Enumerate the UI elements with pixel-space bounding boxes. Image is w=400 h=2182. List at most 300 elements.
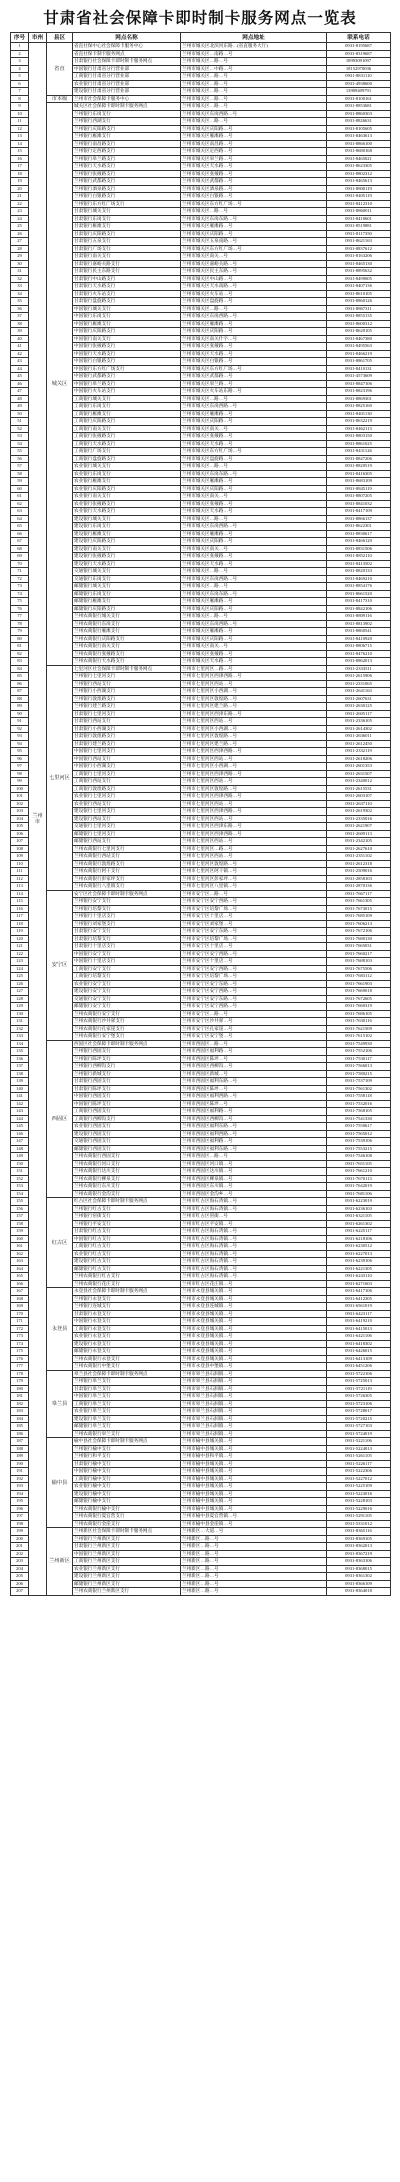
service-point-name: 兰州农商银行阿干支行 (73, 868, 181, 876)
row-number: 140 (11, 1085, 29, 1093)
row-number: 63 (11, 508, 29, 516)
service-point-address: 兰州市城关区雁滩路…号 (181, 530, 327, 538)
service-point-address: 兰州市西固区福利路…号 (181, 1138, 327, 1146)
row-number: 153 (11, 1183, 29, 1191)
service-point-address: 兰州市城关区天水路…号 (181, 560, 327, 568)
row-number: 32 (11, 275, 29, 283)
row-number: 100 (11, 785, 29, 793)
row-number: 121 (11, 943, 29, 951)
service-point-address: 兰州市红古区海石湾镇…号 (181, 1235, 327, 1243)
service-point-name: 中国银行甘肃省分行营业部 (73, 65, 181, 73)
row-number: 34 (11, 290, 29, 298)
service-point-address: 兰州市城关区皋兰路…号 (181, 380, 327, 388)
service-point-address: 兰州市红古区海石湾镇…号 (181, 1198, 327, 1206)
service-point-phone: 13909409791 (327, 88, 391, 96)
service-point-phone: 0931-6236103 (327, 1205, 391, 1213)
service-point-phone: 0931-2340012 (327, 778, 391, 786)
service-point-name: 兰州农商银行安宁堡支行 (73, 1033, 181, 1041)
table-row (11, 1528, 391, 1536)
row-number: 137 (11, 1063, 29, 1071)
service-point-name: 中国银行东方红广场支行 (73, 365, 181, 373)
service-point-name: 兰州农商银行七里河支行 (73, 845, 181, 853)
service-point-name: 中国银行城关支行 (73, 305, 181, 313)
row-number: 183 (11, 1408, 29, 1416)
row-number: 136 (11, 1055, 29, 1063)
service-point-address: 兰州市七里河区小西湖…号 (181, 763, 327, 771)
service-point-phone: 0931-2612318 (327, 860, 391, 868)
service-point-name: 中国银行天水路支行 (73, 350, 181, 358)
row-number: 200 (11, 1535, 29, 1543)
service-point-name: 工商银行甘肃省分行营业部 (73, 73, 181, 81)
row-number: 102 (11, 800, 29, 808)
service-point-phone: 0931-8800119 (327, 185, 391, 193)
service-point-phone: 0931-7550617 (327, 1123, 391, 1131)
service-point-phone: 18993091097 (327, 58, 391, 66)
service-point-name: 兰州银行永登支行 (73, 1295, 181, 1303)
service-point-phone: 0931-8401130 (327, 410, 391, 418)
service-point-name: 兰州农商银行金崖支行 (73, 1520, 181, 1528)
service-point-phone: 0931-7580215 (327, 1070, 391, 1078)
row-number: 131 (11, 1018, 29, 1026)
service-point-phone: 0931-2612450 (327, 740, 391, 748)
service-point-name: 邮储银行红古支行 (73, 1265, 181, 1273)
service-point-phone: 0931-6418302 (327, 1340, 391, 1348)
service-point-name: 兰州农商银行榆中支行 (73, 1505, 181, 1513)
service-point-phone: 0931-5724019 (327, 1430, 391, 1438)
service-point-address: 兰州市七里河区西站…号 (181, 815, 327, 823)
service-point-address: 兰州市城关区五泉南路…号 (181, 238, 327, 246)
service-point-name: 工商银行榆中支行 (73, 1475, 181, 1483)
row-number: 176 (11, 1355, 29, 1363)
service-point-address: 兰州市西固区福利西路…号 (181, 1130, 327, 1138)
service-point-address: 兰州市七里河区西站…号 (181, 838, 327, 846)
service-point-phone: 0931-8661520 (327, 590, 391, 598)
service-point-name: 兰州银行定西路支行 (73, 148, 181, 156)
row-number: 160 (11, 1235, 29, 1243)
service-point-address: 兰州市七里河区西津西路…号 (181, 748, 327, 756)
service-point-name: 兰州农商银行天水路支行 (73, 658, 181, 666)
service-point-name: 兰州银行东方红广场支行 (73, 200, 181, 208)
service-point-address: 兰州市城关区…路…号 (181, 463, 327, 471)
service-point-name: 甘肃银行东岗支行 (73, 215, 181, 223)
service-point-name: 甘肃银行小西湖支行 (73, 725, 181, 733)
service-point-phone: 0931-8854176 (327, 583, 391, 591)
service-point-name: 甘肃银行民主东路支行 (73, 268, 181, 276)
service-point-name: 甘肃银行城关支行 (73, 208, 181, 216)
row-number: 122 (11, 950, 29, 958)
service-point-phone: 0931-2332119 (327, 748, 391, 756)
service-point-address: 兰州市城关区张掖路…号 (181, 433, 327, 441)
service-point-phone: 0931-8861705 (327, 358, 391, 366)
row-number: 89 (11, 703, 29, 711)
service-point-address: 兰州市红古区海石湾镇…号 (181, 1273, 327, 1281)
service-point-address: 兰州市城关区庆阳路…号 (181, 635, 327, 643)
service-point-phone: 0931-8117350 (327, 230, 391, 238)
service-point-name: 兰州农商银行达川支行 (73, 1168, 181, 1176)
service-point-phone: 0931-8195687 (327, 43, 391, 51)
service-point-phone: 0931-6227013 (327, 1250, 391, 1258)
service-point-name: 交通银行东岗支行 (73, 575, 181, 583)
service-point-name: 甘肃银行十里店支行 (73, 943, 181, 951)
service-point-phone: 0931-8680168 (327, 148, 391, 156)
service-point-phone: 0931-7667117 (327, 890, 391, 898)
service-point-name: 甘肃银行中山路支行 (73, 275, 181, 283)
service-point-address: 兰州市西固区福利路…号 (181, 1108, 327, 1116)
service-point-phone: 0931-7561302 (327, 1085, 391, 1093)
service-point-address: 兰州市七里河区西津西路…号 (181, 808, 327, 816)
service-point-address: 兰州市榆中县城关镇…号 (181, 1505, 327, 1513)
service-point-name: 交通银行七里河支行 (73, 823, 181, 831)
service-point-address: 兰州市城关区东岗东路…号 (181, 590, 327, 598)
service-point-name: 中国银行白银路支行 (73, 358, 181, 366)
service-point-address: 兰州市皋兰县石洞镇…号 (181, 1430, 327, 1438)
service-point-name: 甘肃银行西站支行 (73, 718, 181, 726)
service-point-address: 兰州市城关区酒泉路…号 (181, 185, 327, 193)
row-number: 106 (11, 830, 29, 838)
service-point-address: 兰州市城关区庆阳路…号 (181, 538, 327, 546)
service-point-address: 兰州市城关区张掖路…号 (181, 170, 327, 178)
service-point-address: 兰州市城关区庆阳路…号 (181, 605, 327, 613)
service-point-name: 兰州农商银行金沟支行 (73, 1190, 181, 1198)
service-point-address: 兰州市七里河区西津西路…号 (181, 673, 327, 681)
service-point-address: 兰州市七里河区…路…号 (181, 845, 327, 853)
row-number: 65 (11, 523, 29, 531)
service-point-phone: 0931-8869301 (327, 395, 391, 403)
service-point-name: 兰州银行红古支行 (73, 1205, 181, 1213)
service-point-address: 兰州市城关区天水路…号 (181, 163, 327, 171)
row-number: 204 (11, 1565, 29, 1573)
service-point-name: 兰州银行庆阳路支行 (73, 125, 181, 133)
row-number: 95 (11, 748, 29, 756)
row-number: 49 (11, 403, 29, 411)
service-point-phone: 0931-8407136 (327, 283, 391, 291)
service-point-address: 兰州市城关区南关…号 (181, 253, 327, 261)
service-point-phone: 0931-8366109 (327, 1580, 391, 1588)
service-point-phone: 0931-5222306 (327, 1468, 391, 1476)
service-point-address: 兰州市城关区…路…号 (181, 80, 327, 88)
service-point-phone: 0931-2627610 (327, 845, 391, 853)
service-point-name: 建设银行东岗支行 (73, 523, 181, 531)
service-point-name: 兰州银行南昌路支行 (73, 140, 181, 148)
service-point-phone: 0931-7681106 (327, 1190, 391, 1198)
row-number: 107 (11, 838, 29, 846)
service-point-address: 兰州市红古区花庄镇…号 (181, 1280, 327, 1288)
row-number: 70 (11, 560, 29, 568)
row-number: 185 (11, 1423, 29, 1431)
city-cell: 兰州市 (29, 43, 47, 1596)
row-number: 26 (11, 230, 29, 238)
service-point-phone: 0931-2870136 (327, 883, 391, 891)
row-number: 179 (11, 1378, 29, 1386)
header-phone: 联系电话 (327, 33, 391, 43)
service-point-phone: 0931-8367219 (327, 1550, 391, 1558)
service-point-phone: 0931-8476210 (327, 650, 391, 658)
row-number: 29 (11, 253, 29, 261)
service-point-phone: 0931-8866100 (327, 140, 391, 148)
service-point-name: 中国银行榆中支行 (73, 1468, 181, 1476)
service-point-name: 兰州农商银行张掖路支行 (73, 650, 181, 658)
service-point-phone: 0931-8610105 (327, 290, 391, 298)
service-point-name: 农业银行天水路支行 (73, 508, 181, 516)
service-point-phone: 0931-6261302 (327, 1220, 391, 1228)
service-point-phone: 0931-7568105 (327, 1108, 391, 1116)
service-point-address: 兰州市永登县城关镇…号 (181, 1318, 327, 1326)
service-point-name: 农业银行庆阳路支行 (73, 485, 181, 493)
service-point-phone: 0931-5725013 (327, 1378, 391, 1386)
service-point-name: 甘肃银行敦煌路支行 (73, 733, 181, 741)
service-point-address: 兰州市安宁区安宁东路…号 (181, 995, 327, 1003)
service-point-phone: 0931-5223016 (327, 1490, 391, 1498)
row-number: 132 (11, 1025, 29, 1033)
service-point-name: 中国银行小西湖支行 (73, 763, 181, 771)
service-point-phone: 0931-8845119 (327, 485, 391, 493)
service-point-address: 兰州市城关区南关…号 (181, 425, 327, 433)
service-point-phone: 0931-8469210 (327, 575, 391, 583)
row-number: 9 (11, 103, 29, 111)
row-number: 31 (11, 268, 29, 276)
row-number: 45 (11, 373, 29, 381)
service-point-name: 兰州农商银行敦煌路支行 (73, 860, 181, 868)
service-point-name: 工商银行广场支行 (73, 448, 181, 456)
service-point-name: 兰州银行天水路支行 (73, 163, 181, 171)
row-number: 159 (11, 1228, 29, 1236)
service-point-address: 兰州市安宁区十里店…号 (181, 913, 327, 921)
service-point-name: 建设银行张掖路支行 (73, 553, 181, 561)
service-point-name: 兰州银行皋兰支行 (73, 1378, 181, 1386)
row-number: 142 (11, 1100, 29, 1108)
service-point-name: 邮储银行兰州新区支行 (73, 1580, 181, 1588)
service-point-name: 榆中县社会保障卡即时制卡服务网点 (73, 1438, 181, 1446)
row-number: 135 (11, 1048, 29, 1056)
row-number: 7 (11, 88, 29, 96)
district-cell: 兰州新区 (47, 1528, 73, 1596)
service-point-name: 兰州银行和平支行 (73, 1453, 181, 1461)
row-number: 139 (11, 1078, 29, 1086)
service-point-address: 兰州市安宁区安宁西路…号 (181, 950, 327, 958)
service-point-address: 兰州市城关区东岗西路…号 (181, 110, 327, 118)
district-cell: 红古区 (47, 1198, 73, 1288)
service-point-phone: 0931-8830617 (327, 530, 391, 538)
service-point-name: 永登县社会保障卡即时制卡服务网点 (73, 1288, 181, 1296)
service-point-phone: 0931-5227012 (327, 1475, 391, 1483)
row-number: 175 (11, 1348, 29, 1356)
service-point-address: 兰州市城关区天水南路…号 (181, 283, 327, 291)
service-point-name: 兰州农商银行孔家崖支行 (73, 1025, 181, 1033)
row-number: 74 (11, 590, 29, 598)
service-point-phone: 0931-2331065 (327, 680, 391, 688)
service-point-address: 兰州市七里河区小西湖…号 (181, 688, 327, 696)
service-point-name: 邮储银行安宁支行 (73, 1003, 181, 1011)
service-point-phone: 0931-8837612 (327, 245, 391, 253)
row-number: 115 (11, 898, 29, 906)
service-point-phone: 0931-7665031 (327, 943, 391, 951)
service-point-phone: 0931-8495563 (327, 343, 391, 351)
service-point-name: 甘肃银行红古支行 (73, 1228, 181, 1236)
service-point-phone: 0931-8623305 (327, 163, 391, 171)
service-point-phone: 0931-5221106 (327, 1438, 391, 1446)
service-point-phone: 0931-2641163 (327, 688, 391, 696)
service-point-address: 兰州市永登县城关镇…号 (181, 1355, 327, 1363)
service-point-phone: 0931-7549930 (327, 1040, 391, 1048)
service-point-name: 中国银行皋兰路支行 (73, 380, 181, 388)
row-number: 104 (11, 815, 29, 823)
row-number: 129 (11, 1003, 29, 1011)
service-point-address: 兰州市城关区盘旋路…号 (181, 455, 327, 463)
service-point-phone: 0931-8825160 (327, 403, 391, 411)
row-number: 62 (11, 500, 29, 508)
service-point-address: 兰州市城关区张掖路…号 (181, 553, 327, 561)
service-point-phone: 0931-8466120 (327, 538, 391, 546)
row-number: 112 (11, 875, 29, 883)
service-point-address: 兰州市城关区皋兰路…号 (181, 155, 327, 163)
row-number: 50 (11, 410, 29, 418)
service-point-name: 工商银行城关支行 (73, 395, 181, 403)
service-point-phone: 0931-8622301 (327, 523, 391, 531)
service-point-address: 兰州市城关区南关…号 (181, 643, 327, 651)
service-point-phone: 0931-8105605 (327, 125, 391, 133)
service-point-phone: 0931-7669018 (327, 988, 391, 996)
service-point-phone: 0931-2601353 (327, 763, 391, 771)
row-number: 151 (11, 1168, 29, 1176)
service-point-name: 交通银行安宁支行 (73, 995, 181, 1003)
row-number: 171 (11, 1318, 29, 1326)
service-point-phone: 0931-2605117 (327, 710, 391, 718)
service-point-address: 兰州市红古区海石湾镇…号 (181, 1250, 327, 1258)
service-point-name: 兰州银行刘家堡支行 (73, 920, 181, 928)
service-point-name: 兰州银行建兰路支行 (73, 703, 181, 711)
service-point-address: 兰州市榆中县城关镇…号 (181, 1498, 327, 1506)
service-point-phone: 0931-4573609 (327, 373, 391, 381)
service-point-name: 建设银行天水路支行 (73, 560, 181, 568)
service-point-name: 省直社保卡制卡服务网点 (73, 50, 181, 58)
row-number: 93 (11, 733, 29, 741)
service-point-phone: 0931-7537109 (327, 1078, 391, 1086)
row-number: 83 (11, 658, 29, 666)
header-no: 序号 (11, 33, 29, 43)
service-point-name: 工商银行敦煌路支行 (73, 785, 181, 793)
service-point-address: 兰州市永登县城关镇…号 (181, 1348, 327, 1356)
service-point-address: 兰州市安宁区…路…号 (181, 1010, 327, 1018)
service-point-phone: 0931-7546108 (327, 1153, 391, 1161)
service-point-name: 邮储银行庆阳路支行 (73, 605, 181, 613)
service-point-address: 兰州市城关区白银路…号 (181, 358, 327, 366)
service-point-name: 建设银行西固支行 (73, 1130, 181, 1138)
row-number: 105 (11, 823, 29, 831)
service-point-name: 甘肃银行永登支行 (73, 1310, 181, 1318)
service-point-name: 兰州银行十里店支行 (73, 913, 181, 921)
service-point-address: 兰州市红古区海石湾镇…号 (181, 1228, 327, 1236)
service-point-address: 兰州市皋兰县石洞镇…号 (181, 1385, 327, 1393)
row-number: 128 (11, 995, 29, 1003)
service-point-phone: 0931-8519881 (327, 223, 391, 231)
table-row (11, 1288, 391, 1296)
service-point-address: 兰州市七里河区西站…号 (181, 680, 327, 688)
table-row (11, 103, 391, 111)
row-number: 19 (11, 178, 29, 186)
service-point-phone: 0931-4938600 (327, 80, 391, 88)
row-number: 66 (11, 530, 29, 538)
service-point-phone: 0931-2637110 (327, 800, 391, 808)
row-number: 10 (11, 110, 29, 118)
service-point-name: 兰州银行平安支行 (73, 1220, 181, 1228)
service-point-address: 兰州市皋兰县石洞镇…号 (181, 1370, 327, 1378)
service-point-phone: 0931-6321105 (327, 1213, 391, 1221)
service-point-address: 兰州市西固区陈坪…号 (181, 1055, 327, 1063)
row-number: 123 (11, 958, 29, 966)
row-number: 130 (11, 1010, 29, 1018)
service-point-phone: 0931-8823196 (327, 388, 391, 396)
service-point-phone: 0931-6412305 (327, 1295, 391, 1303)
service-point-phone: 0931-2509016 (327, 868, 391, 876)
service-point-address: 兰州市城关区…路…号 (181, 88, 327, 96)
service-point-name: 农业银行红古支行 (73, 1250, 181, 1258)
row-number: 201 (11, 1543, 29, 1551)
service-point-name: 七里河区社会保障卡即时制卡服务网点 (73, 665, 181, 673)
row-number: 72 (11, 575, 29, 583)
service-point-phone: 0931-5225109 (327, 1483, 391, 1491)
service-point-phone: 0931-8853681 (327, 103, 391, 111)
row-number: 52 (11, 425, 29, 433)
row-number: 147 (11, 1138, 29, 1146)
service-point-address: 兰州市七里河区…路…号 (181, 665, 327, 673)
service-point-address: 兰州市红古区海石湾镇…号 (181, 1205, 327, 1213)
service-point-name: 省直社保中心社会保障卡服务中心 (73, 43, 181, 51)
service-point-address: 兰州市城关区南关什字…号 (181, 335, 327, 343)
row-number: 15 (11, 148, 29, 156)
service-point-phone: 0931-8813902 (327, 620, 391, 628)
service-point-name: 邮储银行永登支行 (73, 1348, 181, 1356)
service-point-name: 兰州农商银行彭家坪支行 (73, 875, 181, 883)
service-point-phone: 0931-5723106 (327, 1400, 391, 1408)
service-point-address: 兰州市城关区东方红广场…号 (181, 448, 327, 456)
service-point-address: 兰州市城关区武都路…号 (181, 178, 327, 186)
district-cell: 皋兰县 (47, 1370, 73, 1438)
service-point-name: 中国银行兰州新区支行 (73, 1550, 181, 1558)
service-point-name: 中国银行陈坪支行 (73, 1100, 181, 1108)
service-point-address: 兰州市七里河区西站…号 (181, 718, 327, 726)
service-point-phone: 0931-8413502 (327, 560, 391, 568)
service-point-address: 兰州市城关区东岗西路…号 (181, 575, 327, 583)
service-point-address: 兰州市永登县城关镇…号 (181, 1295, 327, 1303)
service-point-phone: 0931-6225117 (327, 1228, 391, 1236)
service-point-phone: 0931-2333511 (327, 665, 391, 673)
service-point-address: 兰州市西固区西柳沟…号 (181, 1063, 327, 1071)
service-point-address: 兰州市红古区海石湾镇…号 (181, 1265, 327, 1273)
service-point-phone: 0931-6221305 (327, 1265, 391, 1273)
row-number: 8 (11, 95, 29, 103)
row-number: 120 (11, 935, 29, 943)
row-number: 58 (11, 470, 29, 478)
service-point-phone: 0931-8463613 (327, 133, 391, 141)
service-point-name: 兰州银行西站支行 (73, 680, 181, 688)
service-point-address: 兰州市皋兰县石洞镇…号 (181, 1400, 327, 1408)
service-point-phone: 0931-7661903 (327, 980, 391, 988)
service-point-name: 邮储银行雁滩支行 (73, 598, 181, 606)
service-point-address: 兰州市安宁区培黎广场…号 (181, 973, 327, 981)
service-point-phone: 0931-5721119 (327, 1385, 391, 1393)
row-number: 55 (11, 448, 29, 456)
row-number: 3 (11, 58, 29, 66)
row-number: 61 (11, 493, 29, 501)
service-point-phone: 0931-7532016 (327, 1100, 391, 1108)
row-number: 96 (11, 755, 29, 763)
row-number: 197 (11, 1513, 29, 1521)
service-point-address: 兰州市安宁区十里店…号 (181, 943, 327, 951)
service-point-address: 兰州市七里河区西津东路…号 (181, 710, 327, 718)
service-point-name: 皋兰县社会保障卡即时制卡服务网点 (73, 1370, 181, 1378)
table-row (11, 1438, 391, 1446)
service-point-name: 兰州农商银行皋兰支行 (73, 1430, 181, 1438)
